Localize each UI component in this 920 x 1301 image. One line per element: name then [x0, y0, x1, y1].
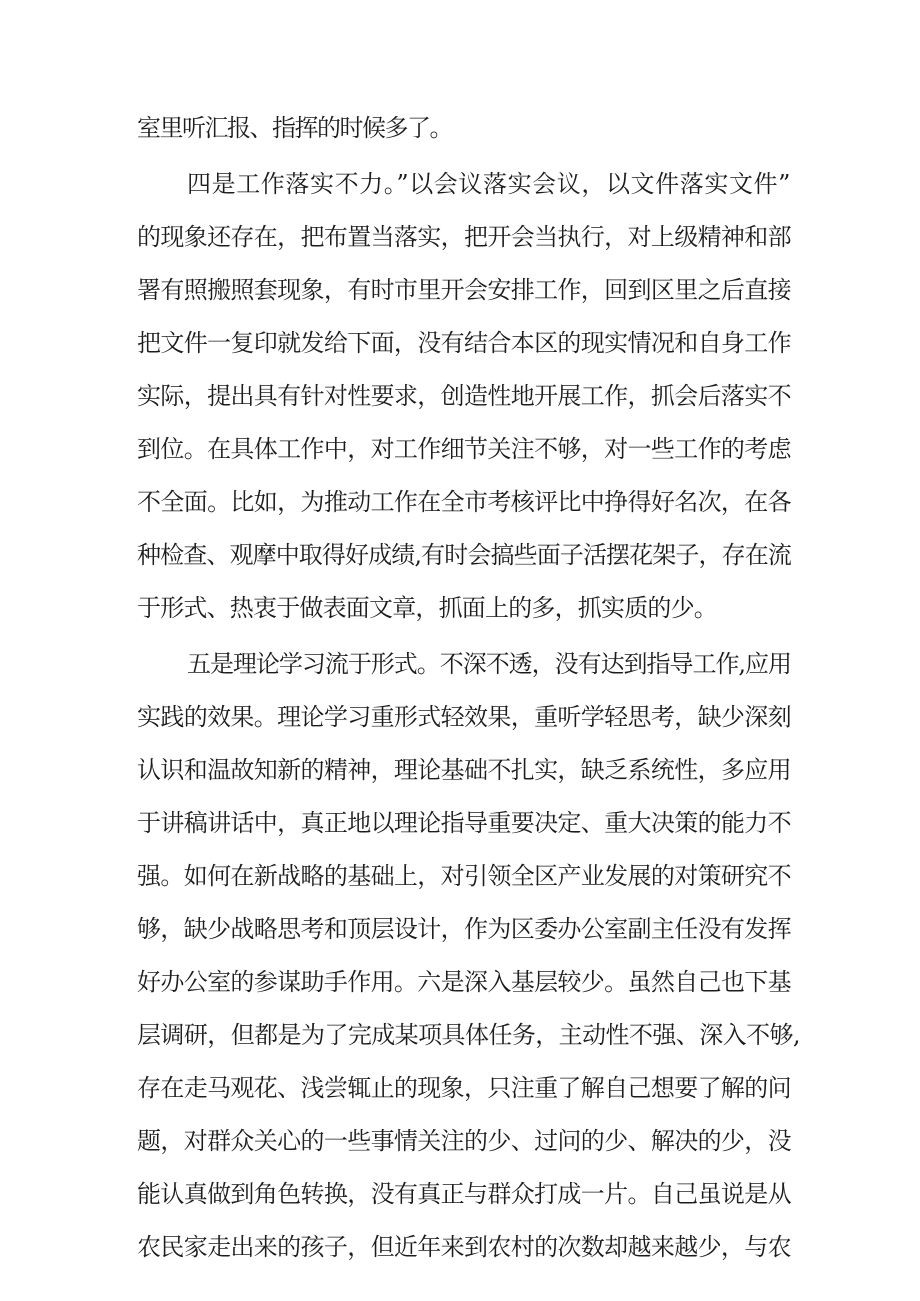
text-line-10: 于形式、热衷于做表面文章，抓面上的多，抓实质的少。	[137, 594, 717, 622]
text-line-9: 种检查、观摩中取得好成绩,有时会搞些面子活摆花架子，存在流	[137, 541, 791, 569]
text-line-7: 到位。在具体工作中，对工作细节关注不够，对一些工作的考虑	[137, 435, 791, 463]
text-line-13: 认识和温故知新的精神，理论基础不扎实，缺乏系统性，多应用	[137, 756, 791, 784]
text-line-1: 室里听汇报、指挥的时候多了。	[137, 114, 452, 142]
text-line-3: 的现象还存在，把布置当落实，把开会当执行，对上级精神和部	[137, 223, 791, 251]
text-line-11: 五是理论学习流于形式。不深不透，没有达到指导工作,应用	[187, 650, 791, 678]
text-line-2: 四是工作落实不力。”以会议落实会议，以文件落实文件”	[187, 170, 791, 198]
text-line-12: 实践的效果。理论学习重形式轻效果，重听学轻思考，缺少深刻	[137, 703, 791, 731]
text-line-8: 不全面。比如，为推动工作在全市考核评比中挣得好名次，在各	[137, 488, 791, 516]
text-line-5: 把文件一复印就发给下面，没有结合本区的现实情况和自身工作	[137, 329, 791, 357]
text-line-19: 存在走马观花、浅尝辄止的现象，只注重了解自己想要了解的问	[137, 1074, 791, 1102]
text-line-15: 强。如何在新战略的基础上，对引领全区产业发展的对策研究不	[137, 862, 791, 890]
text-line-16: 够，缺少战略思考和顶层设计，作为区委办公室副主任没有发挥	[137, 915, 791, 943]
text-line-14: 于讲稿讲话中，真正地以理论指导重要决定、重大决策的能力不	[137, 809, 791, 837]
text-line-20: 题，对群众关心的一些事情关注的少、过问的少、解决的少，没	[137, 1127, 791, 1155]
text-line-4: 署有照搬照套现象，有时市里开会安排工作，回到区里之后直接	[137, 276, 791, 304]
text-line-18: 层调研，但都是为了完成某项具体任务，主动性不强、深入不够,	[137, 1021, 800, 1049]
text-line-17: 好办公室的参谋助手作用。六是深入基层较少。虽然自己也下基	[137, 968, 791, 996]
text-line-6: 实际，提出具有针对性要求，创造性地开展工作，抓会后落实不	[137, 382, 791, 410]
text-line-21: 能认真做到角色转换，没有真正与群众打成一片。自己虽说是从	[137, 1180, 791, 1208]
text-line-22: 农民家走出来的孩子，但近年来到农村的次数却越来越少，与农	[137, 1233, 791, 1261]
